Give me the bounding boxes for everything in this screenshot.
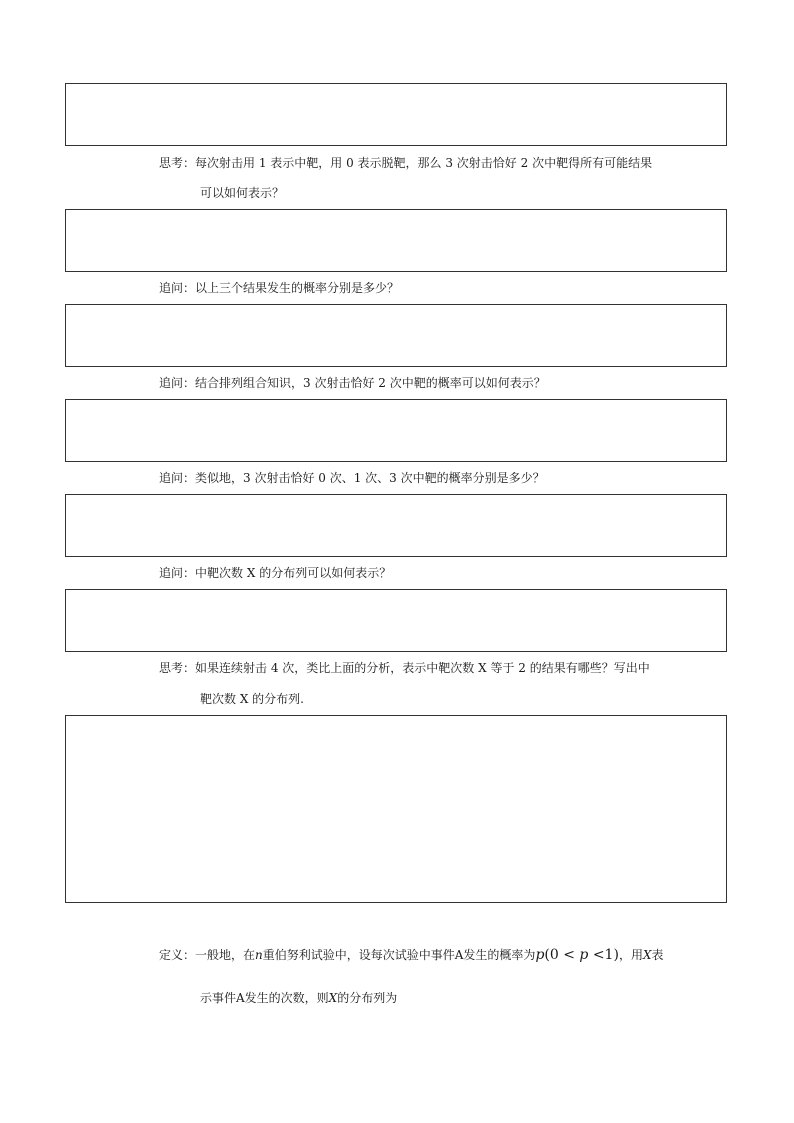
question-text: 结合排列组合知识，3 次射击恰好 2 次中靶的概率可以如何表示？: [195, 376, 546, 390]
question-followup-2: [159, 281, 729, 295]
question-think-1: [159, 156, 729, 170]
answer-box-0[interactable]: [65, 83, 727, 146]
answer-box-1[interactable]: [65, 209, 727, 272]
math-cond-close: <1): [588, 947, 619, 963]
math-cond-open: (0 <: [544, 947, 580, 963]
math-n: n: [255, 948, 263, 962]
question-think-1-cont: 可以如何表示？: [200, 186, 285, 200]
math-X: X: [642, 948, 652, 962]
answer-box-5[interactable]: [65, 589, 727, 652]
definition-text: 的分布列为: [337, 991, 398, 1005]
question-followup-5: [159, 566, 729, 580]
question-text: 每次射击用 1 表示中靶，用 0 表示脱靶，那么 3 次射击恰好 2 次中靶得所有可能结果: [195, 156, 653, 170]
question-think-6: [159, 661, 729, 675]
math-X: X: [328, 991, 338, 1005]
question-text: 中靶次数 X 的分布列可以如何表示？: [195, 566, 392, 580]
answer-box-2[interactable]: [65, 304, 727, 367]
question-label: 追问：: [159, 566, 196, 580]
answer-box-6[interactable]: [65, 715, 727, 903]
definition-text: 一般地，在: [195, 948, 256, 962]
definition-line-2: [200, 991, 397, 1005]
question-followup-4: [159, 471, 729, 485]
question-label: 追问：: [159, 471, 196, 485]
answer-box-4[interactable]: [65, 494, 727, 557]
question-label: 追问：: [159, 376, 196, 390]
question-think-6-cont: 靶次数 X 的分布列.: [200, 692, 304, 706]
definition-text: 重伯努利试验中，设每次试验中事件A发生的概率为: [262, 948, 536, 962]
question-label: 思考：: [159, 156, 196, 170]
definition-text: ，用: [618, 948, 643, 962]
definition-line-1: [159, 948, 729, 962]
math-cond-p: p: [579, 947, 589, 963]
question-followup-3: [159, 376, 729, 390]
question-text: 类似地，3 次射击恰好 0 次、1 次、3 次中靶的概率分别是多少？: [195, 471, 545, 485]
definition-label: 定义：: [159, 948, 196, 962]
question-label: 思考：: [159, 661, 196, 675]
answer-box-3[interactable]: [65, 399, 727, 462]
math-p: p: [535, 947, 545, 963]
question-text: 如果连续射击 4 次，类比上面的分析，表示中靶次数 X 等于 2 的结果有哪些？写出中: [195, 661, 650, 675]
question-label: 追问：: [159, 281, 196, 295]
definition-text: 表: [651, 948, 664, 962]
question-text: 以上三个结果发生的概率分别是多少？: [195, 281, 400, 295]
definition-text: 示事件A发生的次数，则: [200, 991, 329, 1005]
